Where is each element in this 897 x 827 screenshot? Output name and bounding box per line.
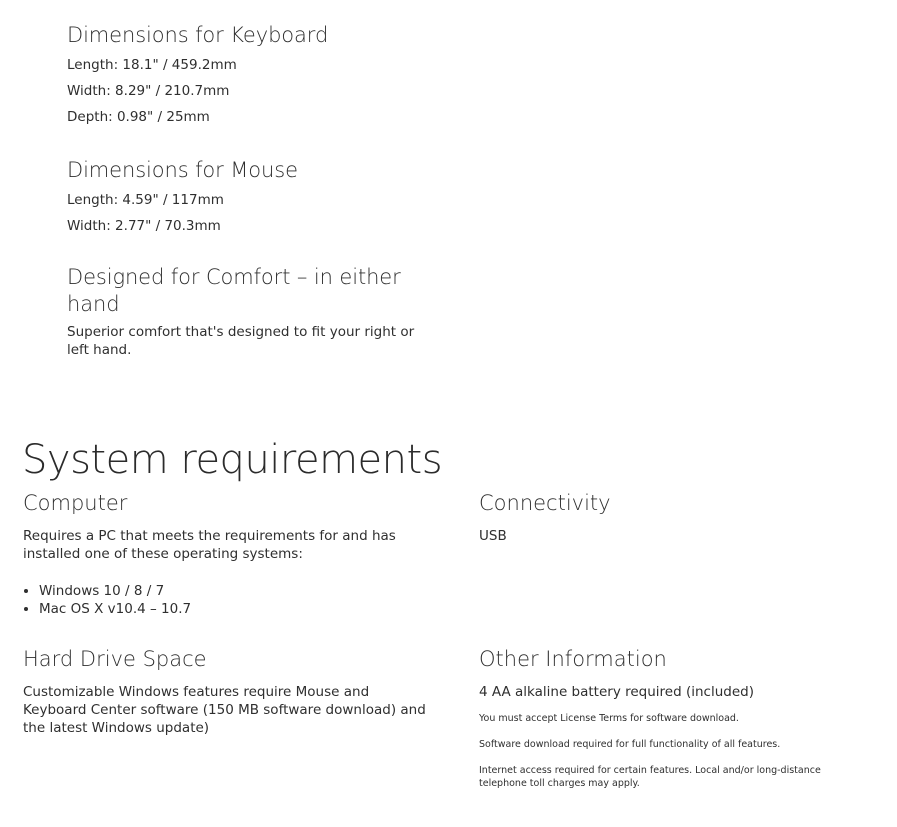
system-requirements-title: System requirements [22,437,443,483]
internet-note: Internet access required for certain features. Local and/or long-distance telephone toll charges may apply. [479,765,821,789]
list-item: • Mac OS X v10.4 – 10.7 [39,600,403,618]
mouse-length: Length: 4.59" / 117mm [67,192,224,208]
other-information-heading: Other Information [479,647,667,671]
mouse-dimensions [67,157,298,239]
comfort-heading: Designed for Comfort – in either hand [67,265,401,316]
os-list [23,582,403,618]
comfort-description: Superior comfort that's designed to fit your right or left hand. [67,324,415,358]
keyboard-depth: Depth: 0.98" / 25mm [67,109,210,125]
computer-heading: Computer [23,491,128,515]
keyboard-width: Width: 8.29" / 210.7mm [67,83,230,99]
software-note: Software download required for full functionality of all features. [479,739,781,750]
connectivity-requirements [479,489,879,545]
hard-drive-heading: Hard Drive Space [23,647,207,671]
hard-drive-description: Customizable Windows features require Mouse and Keyboard Center software (150 MB software download) and the latest Windows update) [23,684,426,736]
keyboard-dimensions-heading: Dimensions for Keyboard [67,23,329,47]
computer-requirements [23,489,403,618]
keyboard-dimensions [67,22,328,130]
mouse-dimensions-heading: Dimensions for Mouse [67,158,298,182]
comfort-section [67,264,417,359]
battery-info: 4 AA alkaline battery required (included) [479,684,754,700]
list-item: • Windows 10 / 8 / 7 [39,582,403,600]
license-note: You must accept License Terms for software download. [479,713,739,724]
connectivity-heading: Connectivity [479,491,611,515]
hard-drive-requirements [23,645,433,737]
other-information [479,645,879,790]
mouse-width: Width: 2.77" / 70.3mm [67,218,221,234]
keyboard-length: Length: 18.1" / 459.2mm [67,57,237,73]
connectivity-value: USB [479,528,507,544]
computer-description: Requires a PC that meets the requirements for and has installed one of these operating systems: [23,528,396,562]
